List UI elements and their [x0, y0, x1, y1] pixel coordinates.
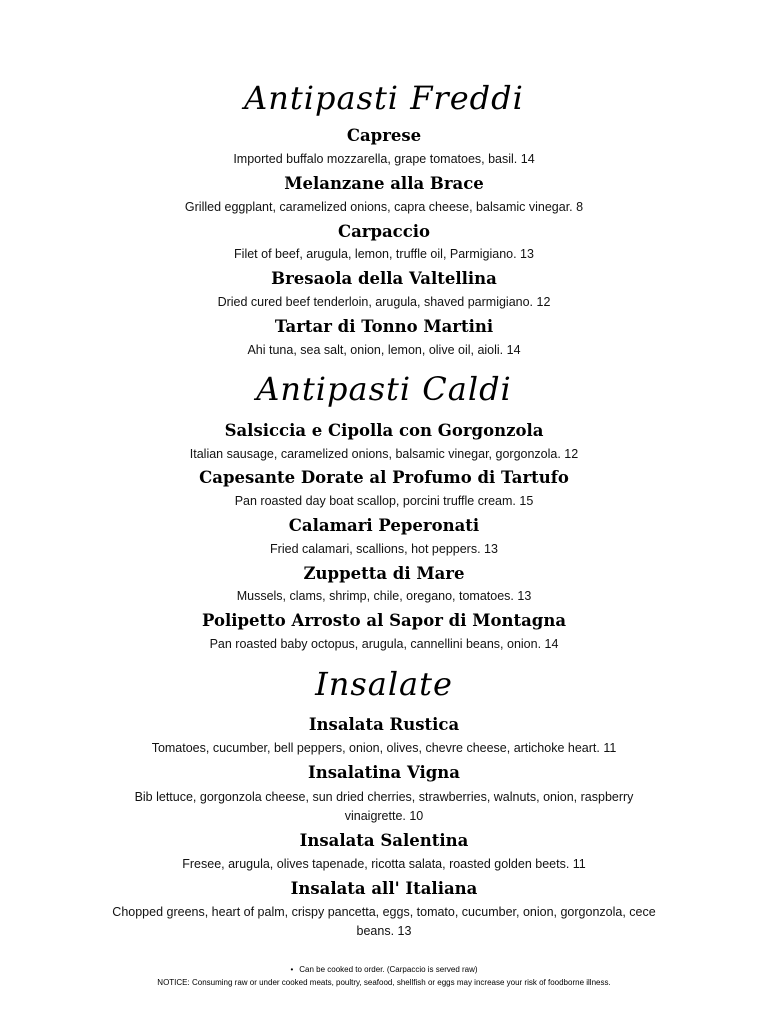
menu-item-name: Insalata all' Italiana [290, 879, 478, 898]
menu-item-description: Pan roasted day boat scallop, porcini truffle cream. 15 [234, 494, 534, 508]
menu-item-name: Zuppetta di Mare [303, 564, 465, 583]
menu-item-description: Grilled eggplant, caramelized onions, capra cheese, balsamic vinegar. 8 [184, 200, 584, 214]
menu-item-name: Polipetto Arrosto al Sapor di Montagna [201, 611, 567, 630]
menu-item-name: Tartar di Tonno Martini [274, 317, 494, 336]
menu-item-name: Insalata Salentina [299, 831, 469, 850]
menu-item-description: Pan roasted baby octopus, arugula, cannellini beans, onion. 14 [209, 637, 559, 651]
menu-item-description: Chopped greens, heart of palm, crispy pancetta, eggs, tomato, cucumber, onion, gorgonzola, cece beans. 13 [112, 905, 656, 938]
menu-item-name: Insalata Rustica [308, 715, 460, 734]
menu-item-name: Salsiccia e Cipolla con Gorgonzola [224, 421, 544, 440]
menu-item-description: Mussels, clams, shrimp, chile, oregano, tomatoes. 13 [236, 589, 532, 603]
menu-item-name: Calamari Peperonati [288, 516, 480, 535]
menu-item-description: Filet of beef, arugula, lemon, truffle oil, Parmigiano. 13 [234, 247, 534, 261]
section-title-antipasti-caldi: Antipasti Caldi [256, 370, 512, 408]
footer-cooked-to-order-note [0, 964, 768, 975]
menu-item-description: Fresee, arugula, olives tapenade, ricotta salata, roasted golden beets. 11 [182, 857, 586, 871]
bullet-icon: • [290, 965, 294, 974]
menu-item-description: Imported buffalo mozzarella, grape tomatoes, basil. 14 [233, 152, 535, 166]
menu-item-description: Italian sausage, caramelized onions, balsamic vinegar, gorgonzola. 12 [189, 447, 579, 461]
menu-item-name: Caprese [346, 126, 422, 145]
menu-item-name: Insalatina Vigna [308, 763, 460, 782]
menu-item-description: Fried calamari, scallions, hot peppers. 13 [270, 542, 498, 556]
footer-note-text: Can be cooked to order. (Carpaccio is served raw) [299, 965, 478, 974]
menu-item-description: Bib lettuce, gorgonzola cheese, sun dried cherries, strawberries, walnuts, onion, raspberry vinaigrette. 10 [134, 790, 634, 823]
menu-item-name: Bresaola della Valtellina [271, 269, 497, 288]
menu-item-name: Melanzane alla Brace [284, 174, 484, 193]
section-title-antipasti-freddi: Antipasti Freddi [244, 79, 524, 117]
menu-item-description: Ahi tuna, sea salt, onion, lemon, olive oil, aioli. 14 [247, 343, 521, 357]
menu-item-name: Carpaccio [337, 222, 431, 241]
section-title-insalate: Insalate [315, 665, 453, 703]
footer-health-notice: NOTICE: Consuming raw or under cooked meats, poultry, seafood, shellfish or eggs may increase your risk of foodborne illness. [157, 978, 611, 987]
menu-item-name: Capesante Dorate al Profumo di Tartufo [199, 468, 569, 487]
menu-item-description: Dried cured beef tenderloin, arugula, shaved parmigiano. 12 [217, 295, 551, 309]
menu-item-description: Tomatoes, cucumber, bell peppers, onion, olives, chevre cheese, artichoke heart. 11 [151, 741, 617, 755]
